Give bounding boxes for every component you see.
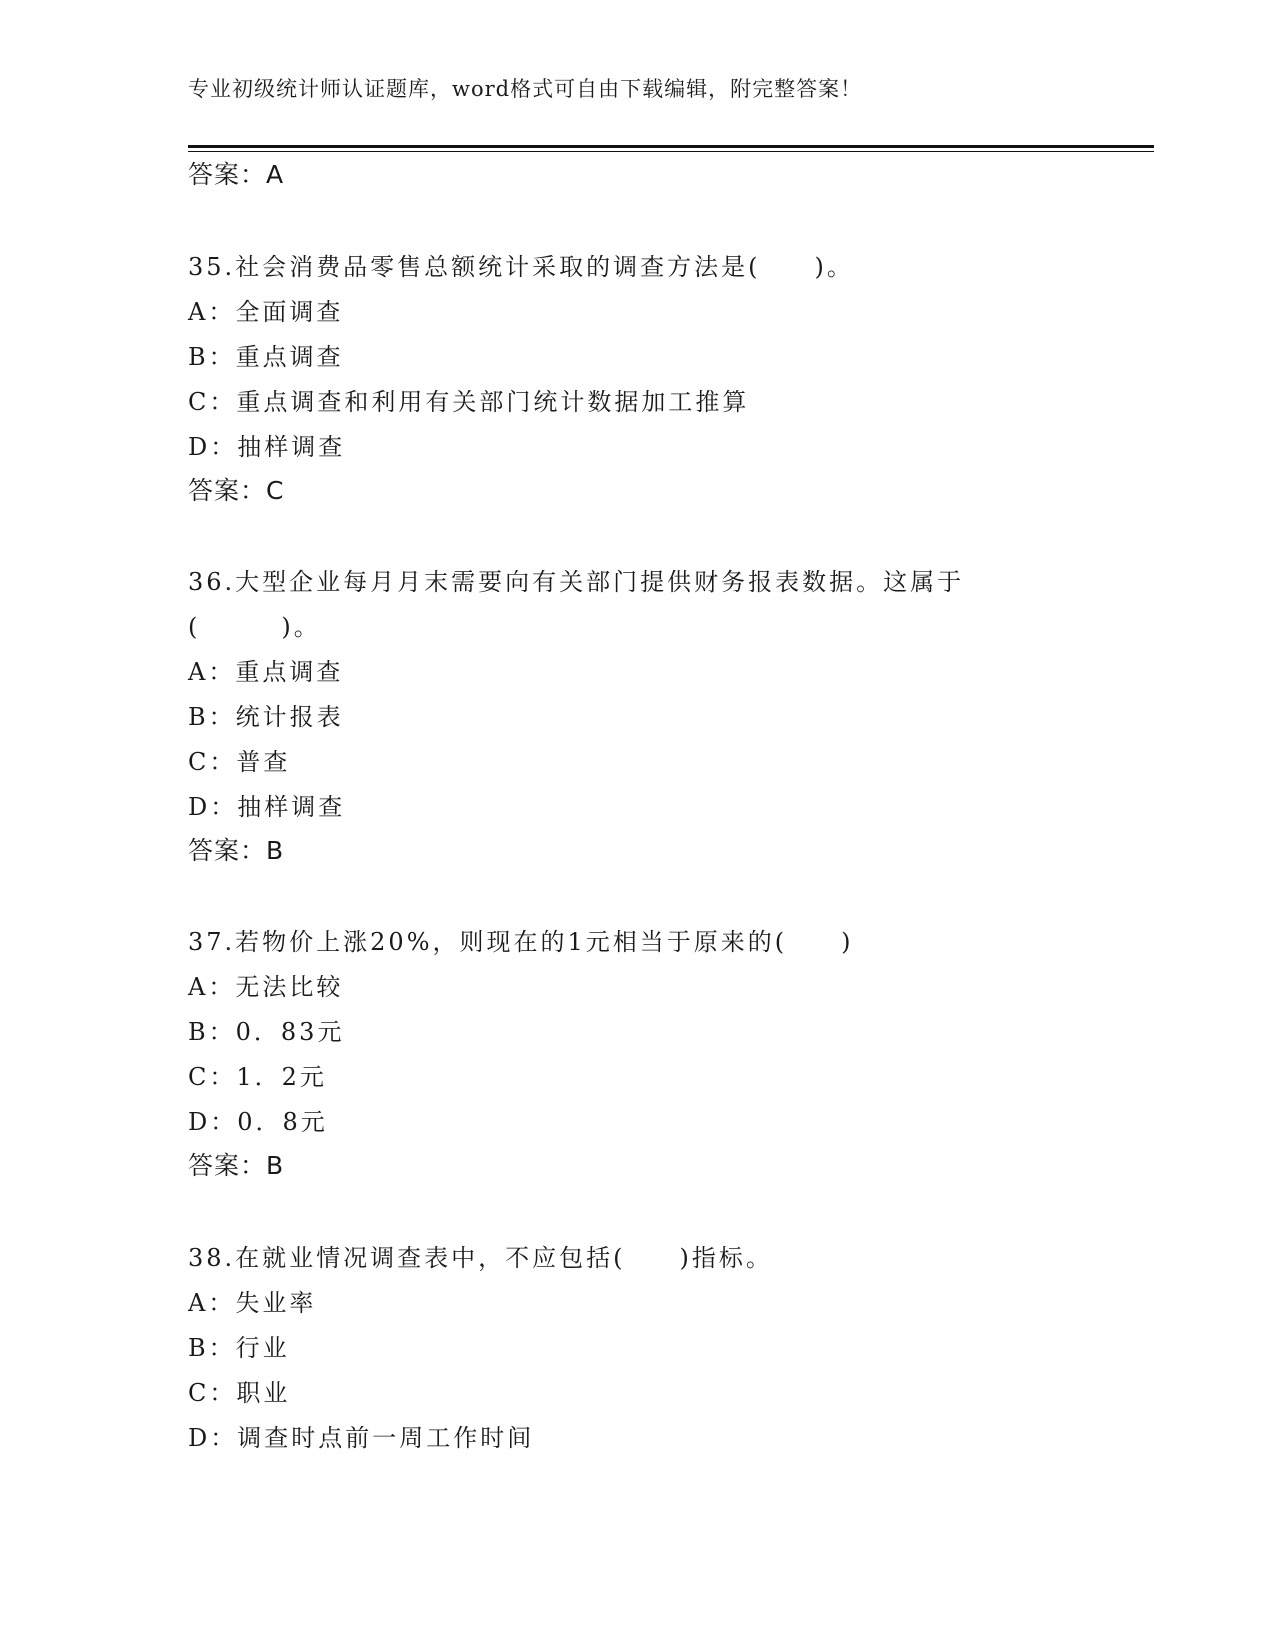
question-38-option-a: A：失业率	[188, 1289, 317, 1317]
question-37-option-a: A：无法比较	[188, 973, 344, 1001]
question-35-answer: 答案：C	[188, 476, 285, 505]
header-rule-thin	[188, 151, 1154, 152]
question-36-stem-continuation: ( )。	[188, 613, 321, 641]
question-36-option-a: A：重点调查	[188, 658, 344, 686]
question-36-stem: 36.大型企业每月月末需要向有关部门提供财务报表数据。这属于	[188, 568, 965, 596]
question-35-option-b: B：重点调查	[188, 343, 344, 371]
question-37-option-b: B：0．83元	[188, 1018, 345, 1046]
question-38-option-c: C：职业	[188, 1379, 291, 1407]
question-37-stem: 37.若物价上涨20%，则现在的1元相当于原来的( )	[188, 928, 854, 956]
question-35-stem: 35.社会消费品零售总额统计采取的调查方法是( )。	[188, 253, 854, 281]
question-35-option-c: C：重点调查和利用有关部门统计数据加工推算	[188, 388, 750, 416]
page-header: 专业初级统计师认证题库，word格式可自由下载编辑，附完整答案！	[188, 77, 863, 101]
question-36-option-c: C：普查	[188, 748, 291, 776]
header-rule-thick	[188, 145, 1154, 148]
question-36-option-b: B：统计报表	[188, 703, 344, 731]
question-35-option-a: A：全面调查	[188, 298, 344, 326]
question-37-option-d: D：0．8元	[188, 1108, 328, 1136]
previous-answer: 答案：A	[188, 160, 285, 189]
question-36-option-d: D：抽样调查	[188, 793, 346, 821]
question-35-option-d: D：抽样调查	[188, 433, 346, 461]
question-36-answer: 答案：B	[188, 836, 285, 865]
question-37-option-c: C：1．2元	[188, 1063, 327, 1091]
question-38-option-d: D：调查时点前一周工作时间	[188, 1424, 535, 1452]
question-38-option-b: B：行业	[188, 1334, 290, 1362]
question-38-stem: 38.在就业情况调查表中，不应包括( )指标。	[188, 1244, 773, 1272]
question-37-answer: 答案：B	[188, 1151, 285, 1180]
